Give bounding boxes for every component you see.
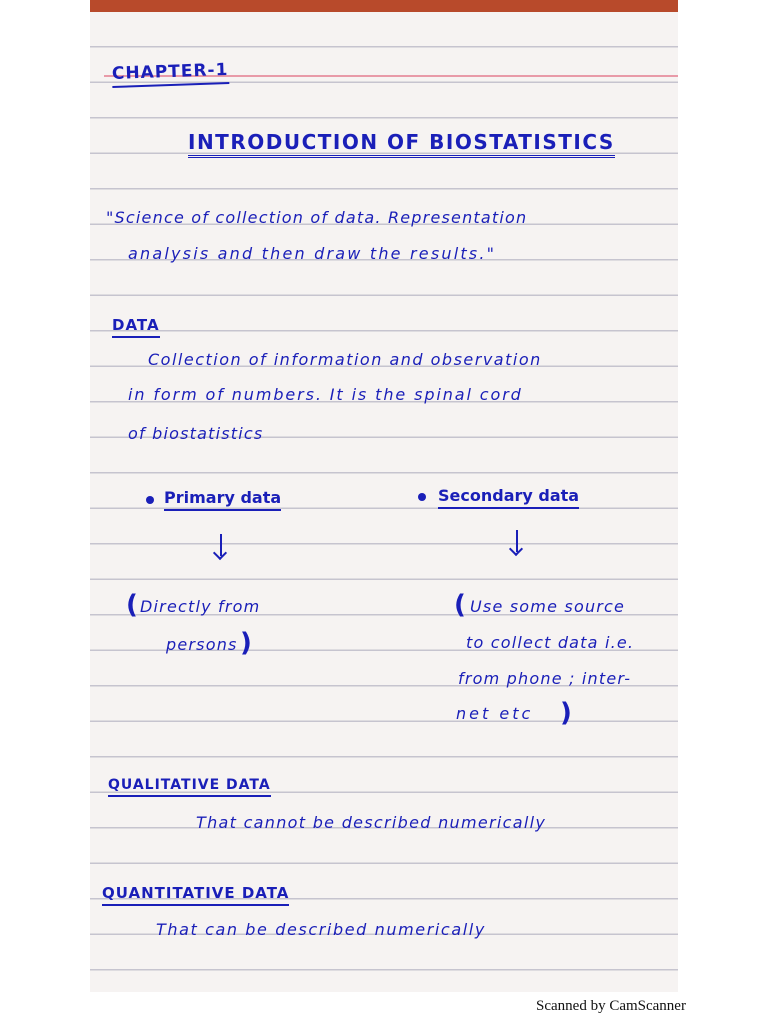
primary-line-2: persons bbox=[166, 635, 238, 654]
primary-data-label: Primary data bbox=[164, 490, 281, 511]
arrow-down-icon bbox=[516, 530, 518, 552]
primary-line-1: Directly from bbox=[140, 597, 261, 616]
secondary-line-2: to collect data i.e. bbox=[466, 633, 635, 652]
data-heading: DATA bbox=[112, 318, 160, 338]
qualitative-heading: QUALITATIVE DATA bbox=[108, 778, 271, 797]
quantitative-heading: QUANTITATIVE DATA bbox=[102, 886, 289, 906]
page-title: INTRODUCTION OF BIOSTATISTICS bbox=[188, 132, 615, 158]
qualitative-text: That cannot be described numerically bbox=[196, 813, 547, 832]
notebook-page bbox=[90, 0, 678, 992]
primary-paren-close: ) bbox=[240, 628, 252, 658]
data-line-2: in form of numbers. It is the spinal cord bbox=[128, 385, 523, 404]
secondary-data-label: Secondary data bbox=[438, 488, 579, 509]
definition-line-1: "Science of collection of data. Representation bbox=[106, 208, 528, 227]
data-line-3: of biostatistics bbox=[128, 424, 264, 443]
primary-paren-open: ( bbox=[126, 590, 138, 620]
bullet-secondary bbox=[418, 493, 426, 501]
secondary-line-3: from phone ; inter- bbox=[458, 669, 632, 688]
scanner-watermark: Scanned by CamScanner bbox=[536, 998, 686, 1014]
secondary-paren-open: ( bbox=[454, 590, 466, 620]
data-line-1: Collection of information and observation bbox=[148, 350, 542, 369]
arrow-down-icon bbox=[220, 534, 222, 556]
secondary-paren-close: ) bbox=[560, 698, 572, 728]
secondary-line-4: net etc bbox=[456, 704, 534, 723]
secondary-line-1: Use some source bbox=[470, 597, 626, 616]
quantitative-text: That can be described numerically bbox=[156, 920, 486, 939]
definition-line-2: analysis and then draw the results." bbox=[128, 244, 497, 263]
page-top-edge bbox=[90, 0, 678, 12]
chapter-heading: CHAPTER-1 bbox=[112, 62, 229, 88]
bullet-primary bbox=[146, 496, 154, 504]
